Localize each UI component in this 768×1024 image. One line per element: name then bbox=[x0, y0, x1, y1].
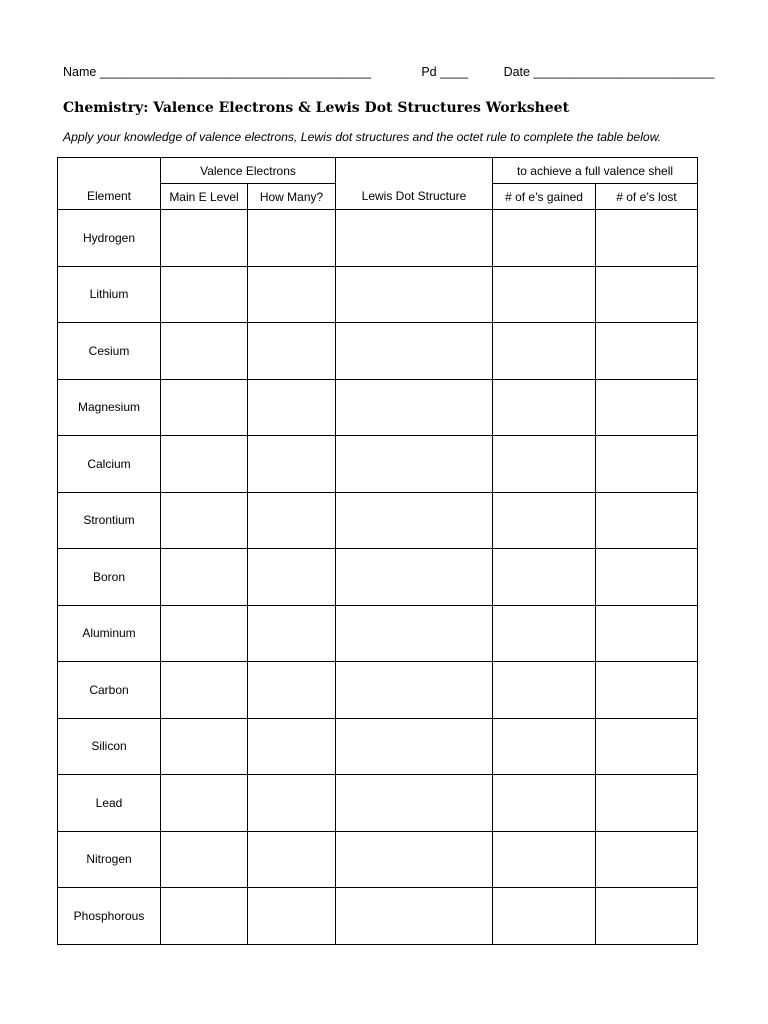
table-row bbox=[58, 888, 698, 945]
gained-cell[interactable] bbox=[493, 549, 596, 606]
table-row bbox=[58, 662, 698, 719]
lost-cell[interactable] bbox=[596, 775, 698, 832]
lost-cell[interactable] bbox=[596, 831, 698, 888]
gained-cell[interactable] bbox=[493, 492, 596, 549]
how-many-cell[interactable] bbox=[248, 831, 336, 888]
how-many-cell[interactable] bbox=[248, 323, 336, 380]
lewis-dot-cell[interactable] bbox=[336, 775, 493, 832]
element-name: Aluminum bbox=[58, 605, 161, 662]
lewis-dot-cell[interactable] bbox=[336, 549, 493, 606]
table-row bbox=[58, 436, 698, 493]
main-e-level-cell[interactable] bbox=[161, 210, 248, 267]
valence-electrons-group-header: Valence Electrons bbox=[161, 158, 336, 184]
worksheet-instructions: Apply your knowledge of valence electrons, Lewis dot structures and the octet rule to complete the table below. bbox=[63, 130, 662, 144]
gained-cell[interactable] bbox=[493, 831, 596, 888]
student-info-line bbox=[63, 65, 714, 79]
lost-cell[interactable] bbox=[596, 718, 698, 775]
full-shell-group-header: to achieve a full valence shell bbox=[493, 158, 698, 184]
how-many-cell[interactable] bbox=[248, 888, 336, 945]
gained-cell[interactable] bbox=[493, 210, 596, 267]
column-header-gained: # of e’s gained bbox=[493, 184, 596, 210]
main-e-level-cell[interactable] bbox=[161, 775, 248, 832]
date-label: Date bbox=[503, 65, 530, 79]
gained-cell[interactable] bbox=[493, 775, 596, 832]
main-e-level-cell[interactable] bbox=[161, 605, 248, 662]
main-e-level-cell[interactable] bbox=[161, 379, 248, 436]
table-row bbox=[58, 492, 698, 549]
lewis-dot-cell[interactable] bbox=[336, 266, 493, 323]
lost-cell[interactable] bbox=[596, 436, 698, 493]
element-name: Calcium bbox=[58, 436, 161, 493]
lewis-dot-cell[interactable] bbox=[336, 605, 493, 662]
element-name: Boron bbox=[58, 549, 161, 606]
table-row bbox=[58, 549, 698, 606]
element-header-top bbox=[58, 158, 161, 184]
lewis-dot-cell[interactable] bbox=[336, 888, 493, 945]
how-many-cell[interactable] bbox=[248, 210, 336, 267]
lewis-dot-cell[interactable] bbox=[336, 492, 493, 549]
main-e-level-cell[interactable] bbox=[161, 266, 248, 323]
worksheet-title: Chemistry: Valence Electrons & Lewis Dot Structures Worksheet bbox=[63, 100, 570, 116]
how-many-cell[interactable] bbox=[248, 266, 336, 323]
lewis-dot-cell[interactable] bbox=[336, 662, 493, 719]
element-name: Nitrogen bbox=[58, 831, 161, 888]
lost-cell[interactable] bbox=[596, 888, 698, 945]
table-row bbox=[58, 718, 698, 775]
how-many-cell[interactable] bbox=[248, 379, 336, 436]
column-header-how-many: How Many? bbox=[248, 184, 336, 210]
name-label: Name bbox=[63, 65, 97, 79]
lewis-dot-cell[interactable] bbox=[336, 831, 493, 888]
lost-cell[interactable] bbox=[596, 323, 698, 380]
date-field[interactable]: __________________________ bbox=[533, 65, 715, 79]
main-e-level-cell[interactable] bbox=[161, 323, 248, 380]
gained-cell[interactable] bbox=[493, 379, 596, 436]
element-name: Phosphorous bbox=[58, 888, 161, 945]
element-name: Lead bbox=[58, 775, 161, 832]
lost-cell[interactable] bbox=[596, 379, 698, 436]
table-row bbox=[58, 775, 698, 832]
how-many-cell[interactable] bbox=[248, 492, 336, 549]
column-header-lewis-dot: Lewis Dot Structure bbox=[336, 184, 493, 210]
table-row bbox=[58, 379, 698, 436]
lost-cell[interactable] bbox=[596, 662, 698, 719]
name-field[interactable]: _______________________________________ bbox=[99, 65, 371, 79]
gained-cell[interactable] bbox=[493, 888, 596, 945]
table-row bbox=[58, 266, 698, 323]
lost-cell[interactable] bbox=[596, 605, 698, 662]
gained-cell[interactable] bbox=[493, 662, 596, 719]
lewis-dot-cell[interactable] bbox=[336, 436, 493, 493]
table-body bbox=[58, 210, 698, 945]
main-e-level-cell[interactable] bbox=[161, 549, 248, 606]
main-e-level-cell[interactable] bbox=[161, 718, 248, 775]
lost-cell[interactable] bbox=[596, 266, 698, 323]
element-name: Carbon bbox=[58, 662, 161, 719]
lewis-dot-cell[interactable] bbox=[336, 718, 493, 775]
how-many-cell[interactable] bbox=[248, 718, 336, 775]
how-many-cell[interactable] bbox=[248, 549, 336, 606]
table-row bbox=[58, 323, 698, 380]
table-row bbox=[58, 831, 698, 888]
how-many-cell[interactable] bbox=[248, 605, 336, 662]
gained-cell[interactable] bbox=[493, 266, 596, 323]
main-e-level-cell[interactable] bbox=[161, 492, 248, 549]
gained-cell[interactable] bbox=[493, 323, 596, 380]
gained-cell[interactable] bbox=[493, 436, 596, 493]
gained-cell[interactable] bbox=[493, 605, 596, 662]
column-header-lost: # of e’s lost bbox=[596, 184, 698, 210]
element-name: Cesium bbox=[58, 323, 161, 380]
lewis-header-top bbox=[336, 158, 493, 184]
lewis-dot-cell[interactable] bbox=[336, 210, 493, 267]
table-row bbox=[58, 210, 698, 267]
lost-cell[interactable] bbox=[596, 492, 698, 549]
table-row bbox=[58, 605, 698, 662]
element-name: Magnesium bbox=[58, 379, 161, 436]
how-many-cell[interactable] bbox=[248, 662, 336, 719]
pd-field[interactable]: ____ bbox=[440, 65, 468, 79]
how-many-cell[interactable] bbox=[248, 775, 336, 832]
main-e-level-cell[interactable] bbox=[161, 662, 248, 719]
main-e-level-cell[interactable] bbox=[161, 888, 248, 945]
lost-cell[interactable] bbox=[596, 549, 698, 606]
lewis-dot-cell[interactable] bbox=[336, 379, 493, 436]
pd-label: Pd bbox=[421, 65, 437, 79]
main-e-level-cell[interactable] bbox=[161, 831, 248, 888]
element-name: Lithium bbox=[58, 266, 161, 323]
element-name: Hydrogen bbox=[58, 210, 161, 267]
element-name: Strontium bbox=[58, 492, 161, 549]
worksheet-table bbox=[57, 157, 698, 945]
gained-cell[interactable] bbox=[493, 718, 596, 775]
element-name: Silicon bbox=[58, 718, 161, 775]
lost-cell[interactable] bbox=[596, 210, 698, 267]
how-many-cell[interactable] bbox=[248, 436, 336, 493]
lewis-dot-cell[interactable] bbox=[336, 323, 493, 380]
column-header-main-e-level: Main E Level bbox=[161, 184, 248, 210]
main-e-level-cell[interactable] bbox=[161, 436, 248, 493]
column-header-element: Element bbox=[58, 184, 161, 210]
